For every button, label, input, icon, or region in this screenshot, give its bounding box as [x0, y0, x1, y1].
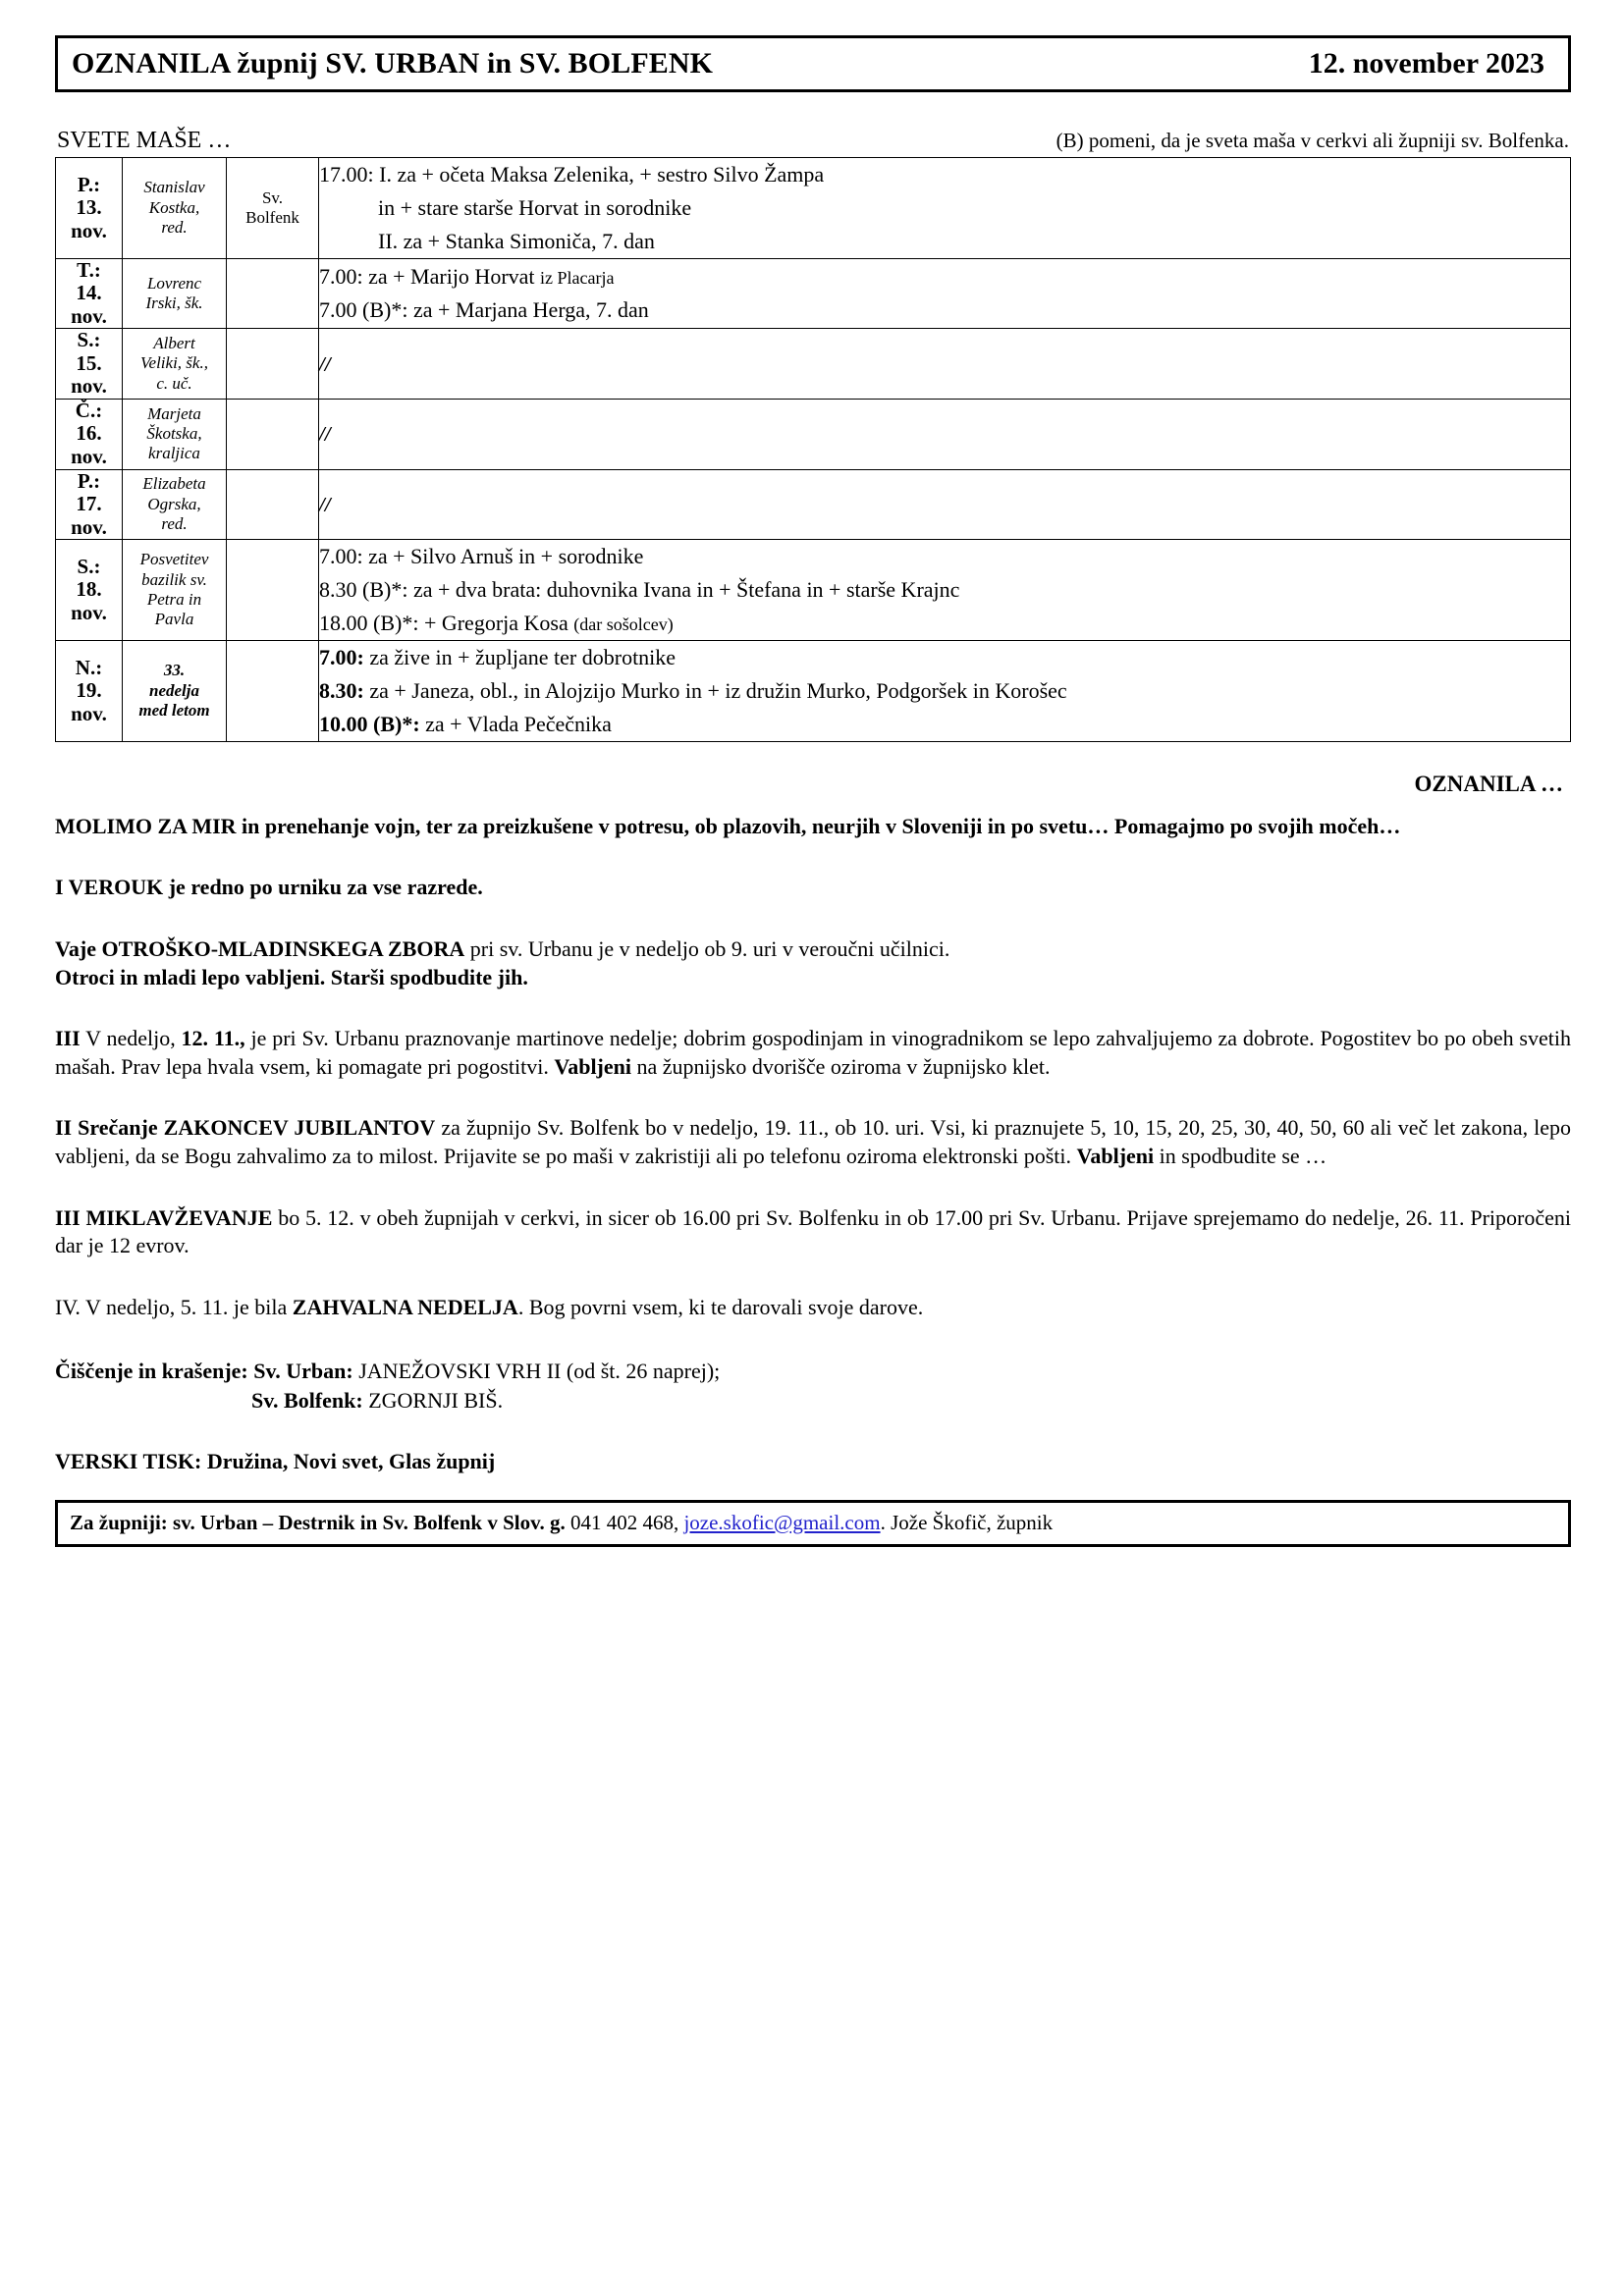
mass-saint-line: Irski, šk. — [145, 294, 203, 313]
announcement-miklavzevanje — [55, 1204, 1571, 1260]
mass-intention-line — [319, 540, 1570, 573]
martinova-invite: Vabljeni — [554, 1053, 631, 1079]
mass-intention-text: 17.00: I. za + očeta Maksa Zelenika, + sestro Silvo Žampa — [319, 162, 825, 187]
mass-intention-text: za + Vlada Pečečnika — [419, 711, 612, 736]
table-row — [56, 399, 1571, 469]
mass-saint-line: red. — [161, 218, 188, 238]
mass-saint-cell — [123, 158, 227, 259]
cleaning-bolfenk-value: ZGORNJI BIŠ. — [362, 1387, 504, 1413]
mass-place-cell — [227, 258, 319, 329]
mass-saint-cell — [123, 540, 227, 641]
mass-saint-line: Škotska, — [146, 424, 202, 444]
table-row — [56, 469, 1571, 540]
mass-intention-line — [319, 294, 1570, 327]
choir-details: pri sv. Urbanu je v nedeljo ob 9. uri v veroučni učilnici. — [464, 935, 950, 961]
announcement-verouk — [55, 874, 1571, 902]
mass-time: 7.00: — [319, 644, 364, 669]
mass-saint-line: Elizabeta — [142, 474, 206, 494]
mass-day-line: nov. — [71, 218, 107, 242]
no-mass-marker: // — [319, 351, 331, 376]
mass-intention-text: 18.00 (B)*: + Gregorja Kosa — [319, 610, 574, 635]
jubilants-invite: Vabljeni — [1076, 1143, 1155, 1168]
mass-day-line: nov. — [71, 514, 107, 539]
mass-day-line: nov. — [71, 374, 107, 399]
mass-intention-text: 7.00: za + Silvo Arnuš in + sorodnike — [319, 544, 644, 569]
mass-saint-line: Albert — [153, 334, 195, 353]
mass-intention-text: za žive in + župljane ter dobrotnike — [363, 644, 677, 669]
announcement-choir — [55, 935, 1571, 991]
mass-place-cell — [227, 469, 319, 540]
mass-schedule-table — [55, 157, 1571, 742]
mass-intentions-cell — [319, 469, 1571, 540]
mass-day-line: nov. — [71, 444, 107, 468]
mass-saint-line: med letom — [138, 701, 210, 721]
cleaning-line-urban — [55, 1357, 1571, 1386]
mass-intention-line — [319, 347, 1570, 381]
mass-day-line: P.: — [77, 468, 101, 493]
mass-day-line: 19. — [76, 678, 102, 703]
issue-date: 12. november 2023 — [1308, 47, 1544, 80]
cleaning-line-bolfenk — [55, 1386, 1571, 1415]
mass-place-cell — [227, 329, 319, 400]
mass-intentions-cell — [319, 329, 1571, 400]
mass-day-line: S.: — [77, 328, 101, 352]
mass-saint-line: Ogrska, — [147, 494, 201, 513]
document-header — [55, 35, 1571, 92]
choir-title: Vaje OTROŠKO-MLADINSKEGA ZBORA — [55, 935, 465, 961]
announcement-martinova — [55, 1025, 1571, 1081]
announcements-heading: OZNANILA … — [1414, 771, 1563, 796]
mass-place-line: Bolfenk — [245, 207, 299, 227]
mass-place-cell — [227, 540, 319, 641]
mass-day-cell — [56, 399, 123, 469]
mass-day-line: N.: — [75, 655, 103, 679]
mass-day-line: 13. — [76, 195, 102, 220]
mass-place-cell — [227, 640, 319, 741]
mass-day-line: 14. — [76, 281, 102, 305]
mass-intention-line — [319, 641, 1570, 674]
mass-intention-text: 7.00: za + Marijo Horvat — [319, 264, 541, 290]
mass-intentions-cell — [319, 399, 1571, 469]
announcement-peace-text: MOLIMO ZA MIR in prenehanje vojn, ter za preizkušene v potresu, ob plazovih, neurjih v Sloveniji in po svetu… Pomagajmo po svojih močeh… — [55, 813, 1401, 838]
mass-intention-note: (dar sošolcev) — [573, 614, 674, 634]
martinova-number: III — [55, 1026, 81, 1051]
mass-intention-text: 8.30 (B)*: za + dva brata: duhovnika Ivana in + Štefana in + starše Krajnc — [319, 577, 960, 602]
mass-saint-line: 33. — [163, 661, 186, 680]
mass-day-line: nov. — [71, 303, 107, 328]
masses-caption: SVETE MAŠE … — [57, 128, 232, 153]
mass-intention-text: in + stare starše Horvat in sorodnike — [378, 194, 692, 220]
miklavzevanje-title: III MIKLAVŽEVANJE — [55, 1204, 273, 1230]
table-row — [56, 540, 1571, 641]
mass-intention-line — [319, 417, 1570, 451]
mass-day-line: Č.: — [75, 398, 103, 422]
mass-day-line: 18. — [76, 577, 102, 602]
mass-place-cell — [227, 399, 319, 469]
bolfenk-note: (B) pomeni, da je sveta maša v cerkvi ali župniji sv. Bolfenka. — [1056, 129, 1569, 152]
choir-invite: Otroci in mladi lepo vabljeni. Starši spodbudite jih. — [55, 964, 528, 989]
mass-intention-line — [319, 225, 1570, 258]
mass-time: 8.30: — [319, 677, 364, 703]
no-mass-marker: // — [319, 492, 331, 516]
religious-press-value: Družina, Novi svet, Glas župnij — [201, 1448, 496, 1473]
mass-day-line: 16. — [76, 421, 102, 446]
martinova-date: 12. 11., — [181, 1026, 245, 1051]
mass-day-line: nov. — [71, 600, 107, 624]
zahvalna-text-a: IV. V nedeljo, 5. 11. je bila — [55, 1294, 293, 1319]
mass-saint-line: Lovrenc — [146, 273, 202, 293]
mass-place-line: Sv. — [261, 187, 284, 207]
mass-intention-text: II. za + Stanka Simoniča, 7. dan — [378, 228, 655, 253]
mass-intention-note: iz Placarja — [540, 268, 615, 289]
footer-parishes: Za župniji: sv. Urban – Destrnik in Sv. Bolfenk v Slov. g. — [70, 1510, 566, 1534]
mass-intentions-cell — [319, 540, 1571, 641]
mass-saint-line: Petra in — [146, 589, 202, 609]
mass-saint-line: Kostka, — [148, 197, 200, 217]
table-row — [56, 640, 1571, 741]
mass-day-cell — [56, 469, 123, 540]
table-row — [56, 258, 1571, 329]
mass-day-cell — [56, 258, 123, 329]
mass-intention-text: za + Janeza, obl., in Alojzijo Murko in + iz družin Murko, Podgoršek in Korošec — [363, 677, 1067, 703]
no-mass-marker: // — [319, 422, 331, 447]
cleaning-urban-label: Sv. Urban: — [253, 1359, 353, 1384]
mass-saint-line: c. uč. — [156, 373, 192, 393]
mass-intentions-cell — [319, 158, 1571, 259]
mass-intention-line — [319, 191, 1570, 225]
mass-day-line: nov. — [71, 701, 107, 725]
footer-email-link[interactable]: joze.skofic@gmail.com — [683, 1510, 881, 1534]
jubilants-title: II Srečanje ZAKONCEV JUBILANTOV — [55, 1115, 436, 1141]
mass-intention-line — [319, 708, 1570, 741]
mass-day-line: 17. — [76, 492, 102, 516]
announcement-zahvalna — [55, 1294, 1571, 1322]
religious-press-label: VERSKI TISK: — [55, 1448, 202, 1473]
cleaning-schedule — [55, 1357, 1571, 1415]
table-row — [56, 158, 1571, 259]
footer-phone: 041 402 468, — [565, 1510, 684, 1534]
mass-intention-line — [319, 607, 1570, 640]
mass-intention-line — [319, 573, 1570, 607]
mass-intentions-cell — [319, 258, 1571, 329]
announcement-jubilants — [55, 1114, 1571, 1170]
martinova-text-b: je pri Sv. Urbanu praznovanje martinove nedelje; dobrim gospodinjam in vinogradnikom se lepo zahvaljujemo za dobrote. Pogostitev bo po obeh svetih mašah. Prav lepa hvala vsem, ki pomagate pri pogostitvi. — [55, 1026, 1571, 1079]
mass-intention-line — [319, 158, 1570, 191]
mass-saint-line: Posvetitev — [139, 550, 209, 569]
mass-intentions-cell — [319, 640, 1571, 741]
mass-intention-line — [319, 488, 1570, 521]
mass-day-cell — [56, 329, 123, 400]
mass-day-line: P.: — [77, 172, 101, 196]
mass-day-cell — [56, 158, 123, 259]
miklavzevanje-text: bo 5. 12. v obeh župnijah v cerkvi, in sicer ob 16.00 pri Sv. Bolfenku in ob 17.00 pri Sv. Urbanu. Prijave sprejemamo do nedelje, 26. 11. Priporočeni dar je 12 evrov. — [55, 1204, 1571, 1258]
religious-press — [55, 1449, 1571, 1474]
mass-saint-line: kraljica — [148, 444, 200, 463]
mass-saint-cell — [123, 258, 227, 329]
mass-saint-line: nedelja — [149, 680, 199, 700]
mass-time: 10.00 (B)*: — [319, 711, 420, 736]
mass-saint-line: red. — [161, 513, 188, 533]
mass-saint-cell — [123, 640, 227, 741]
mass-day-cell — [56, 540, 123, 641]
jubilants-text: za župnijo Sv. Bolfenk bo v nedeljo, 19. 11., ob 10. uri. Vsi, ki praznujete 5, 10, 15, 20, 25, 30, 40, 50, 60 ali več let zakona, lepo vabljeni, da se Bogu zahvalimo za to milost. Prijavite se po maši v zakristiji ali po telefonu oziroma elektronski pošti. — [55, 1115, 1571, 1168]
martinova-text-a: V nedeljo, — [80, 1026, 182, 1051]
mass-saint-cell — [123, 399, 227, 469]
cleaning-urban-value: JANEŽOVSKI VRH II (od št. 26 naprej); — [352, 1359, 721, 1384]
footer-contact-box — [55, 1500, 1571, 1547]
mass-day-line: 15. — [76, 350, 102, 375]
jubilants-tail: in spodbudite se … — [1154, 1143, 1327, 1168]
martinova-text-c: na župnijsko dvorišče oziroma v župnijsko klet. — [631, 1053, 1051, 1079]
masses-caption-row — [55, 128, 1571, 154]
mass-intention-line — [319, 260, 1570, 294]
mass-day-cell — [56, 640, 123, 741]
cleaning-bolfenk-label: Sv. Bolfenk: — [251, 1387, 363, 1413]
mass-intention-text: 7.00 (B)*: za + Marjana Herga, 7. dan — [319, 297, 649, 323]
cleaning-label: Čiščenje in krašenje: — [55, 1359, 248, 1384]
mass-saint-line: Marjeta — [147, 403, 201, 423]
announcement-verouk-text: I VEROUK je redno po urniku za vse razrede. — [55, 875, 483, 900]
page-title: OZNANILA župnij SV. URBAN in SV. BOLFENK — [72, 47, 714, 80]
zahvalna-text-b: . Bog povrni vsem, ki te darovali svoje darove. — [517, 1294, 924, 1319]
mass-day-line: T.: — [77, 257, 101, 282]
announcement-peace — [55, 813, 1571, 841]
mass-saint-line: Pavla — [154, 610, 194, 629]
mass-saint-line: bazilik sv. — [141, 569, 207, 589]
zahvalna-title: ZAHVALNA NEDELJA — [292, 1294, 518, 1319]
mass-saint-line: Stanislav — [143, 178, 205, 197]
mass-place-cell — [227, 158, 319, 259]
mass-saint-cell — [123, 329, 227, 400]
mass-day-line: S.: — [77, 554, 101, 578]
mass-saint-cell — [123, 469, 227, 540]
mass-saint-line: Veliki, šk., — [140, 353, 208, 373]
table-row — [56, 329, 1571, 400]
footer-tail: . Jože Škofič, župnik — [880, 1510, 1054, 1534]
mass-intention-line — [319, 674, 1570, 708]
